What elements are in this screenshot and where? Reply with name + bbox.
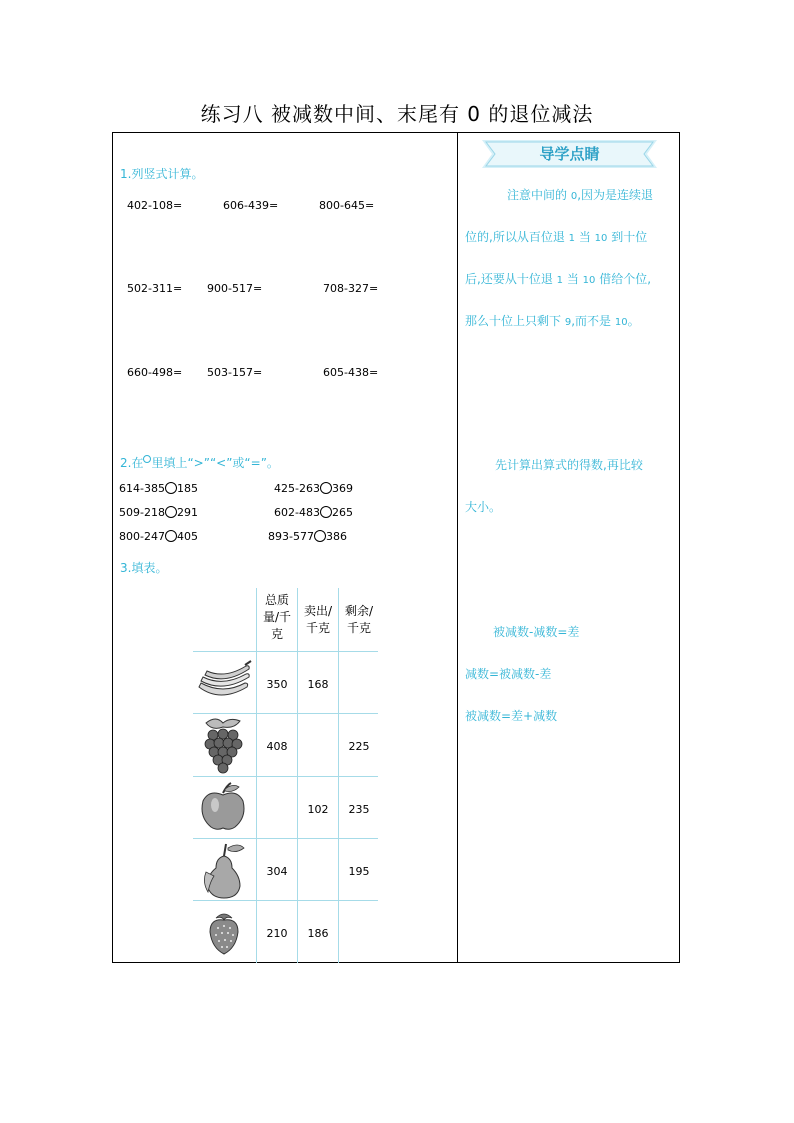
sold-cell: 102 <box>307 803 329 816</box>
table-line <box>193 900 378 901</box>
page-title: 练习八 被减数中间、末尾有 0 的退位减法 <box>200 102 594 126</box>
compare-item <box>119 530 198 543</box>
left-cell: 225 <box>348 740 370 753</box>
guide-banner-title: 导学点睛 <box>539 145 600 163</box>
q2-title <box>120 454 279 471</box>
table-line <box>193 838 378 839</box>
tip-line: 后,还要从十位退 1 当 10 借给个位, <box>465 272 652 286</box>
q1-expr: 605-438= <box>323 366 379 379</box>
compare-right: 291 <box>176 506 198 519</box>
compare-right: 405 <box>176 530 198 543</box>
compare-item <box>274 482 353 495</box>
tip-line: 那么十位上只剩下 9,而不是 10。 <box>465 314 640 328</box>
header-text: 千克 <box>346 621 371 635</box>
total-cell: 210 <box>266 927 288 940</box>
header-total <box>257 592 297 643</box>
q1-expr: 402-108= <box>127 199 183 212</box>
grapes-icon <box>198 715 248 775</box>
q2-title-prefix: 2.在 <box>120 456 144 470</box>
q1-expr: 708-327= <box>323 282 379 295</box>
answer-circle[interactable] <box>314 530 326 542</box>
left-cell: 235 <box>348 803 370 816</box>
strawberry-icon <box>204 908 244 958</box>
total-cell: 408 <box>266 740 288 753</box>
banana-icon <box>195 657 255 707</box>
header-text: 克 <box>270 627 283 641</box>
q1-title: 1.列竖式计算。 <box>120 167 204 181</box>
q1-expr: 606-439= <box>223 199 279 212</box>
compare-item <box>268 530 347 543</box>
tip-line: 位的,所以从百位退 1 当 10 到十位 <box>465 230 648 244</box>
header-text: 千克 <box>305 621 330 635</box>
tip-line: 大小。 <box>465 500 502 514</box>
header-text: 总质 <box>264 593 289 607</box>
apple-icon <box>199 781 247 833</box>
header-left <box>339 603 379 637</box>
q1-expr: 660-498= <box>127 366 183 379</box>
table-line <box>193 651 378 652</box>
compare-left: 614-385 <box>119 482 165 495</box>
compare-item <box>274 506 353 519</box>
sold-cell: 186 <box>307 927 329 940</box>
answer-circle[interactable] <box>165 530 177 542</box>
answer-circle[interactable] <box>165 506 177 518</box>
q1-expr: 503-157= <box>207 366 263 379</box>
total-cell: 304 <box>266 865 288 878</box>
compare-right: 185 <box>176 482 198 495</box>
compare-item <box>119 482 198 495</box>
formula-line: 被减数=差+减数 <box>465 709 558 723</box>
q2-title-suffix: 里填上“>”“<”或“=”。 <box>151 456 279 470</box>
tip-line: 先计算出算式的得数,再比较 <box>495 458 643 472</box>
answer-circle[interactable] <box>320 482 332 494</box>
header-text: 卖出/ <box>303 604 333 618</box>
table-line <box>193 776 378 777</box>
sold-cell: 168 <box>307 678 329 691</box>
compare-left: 893-577 <box>268 530 314 543</box>
compare-right: 386 <box>325 530 347 543</box>
answer-circle[interactable] <box>320 506 332 518</box>
table-line <box>193 713 378 714</box>
column-divider <box>457 132 458 963</box>
left-cell: 195 <box>348 865 370 878</box>
compare-right: 369 <box>331 482 353 495</box>
q1-expr: 800-645= <box>319 199 375 212</box>
compare-left: 602-483 <box>274 506 320 519</box>
compare-left: 800-247 <box>119 530 165 543</box>
compare-left: 509-218 <box>119 506 165 519</box>
q1-expr: 900-517= <box>207 282 263 295</box>
q3-title: 3.填表。 <box>120 561 168 575</box>
tip-line: 注意中间的 0,因为是连续退 <box>507 188 654 202</box>
pear-icon <box>198 842 248 900</box>
header-text: 剩余/ <box>344 604 374 618</box>
compare-item <box>119 506 198 519</box>
answer-circle[interactable] <box>165 482 177 494</box>
compare-left: 425-263 <box>274 482 320 495</box>
header-sold <box>298 603 338 637</box>
total-cell: 350 <box>266 678 288 691</box>
formula-line: 减数=被减数-差 <box>465 667 552 681</box>
header-text: 量/千 <box>262 610 292 624</box>
compare-right: 265 <box>331 506 353 519</box>
q1-expr: 502-311= <box>127 282 183 295</box>
formula-line: 被减数-减数=差 <box>493 625 580 639</box>
